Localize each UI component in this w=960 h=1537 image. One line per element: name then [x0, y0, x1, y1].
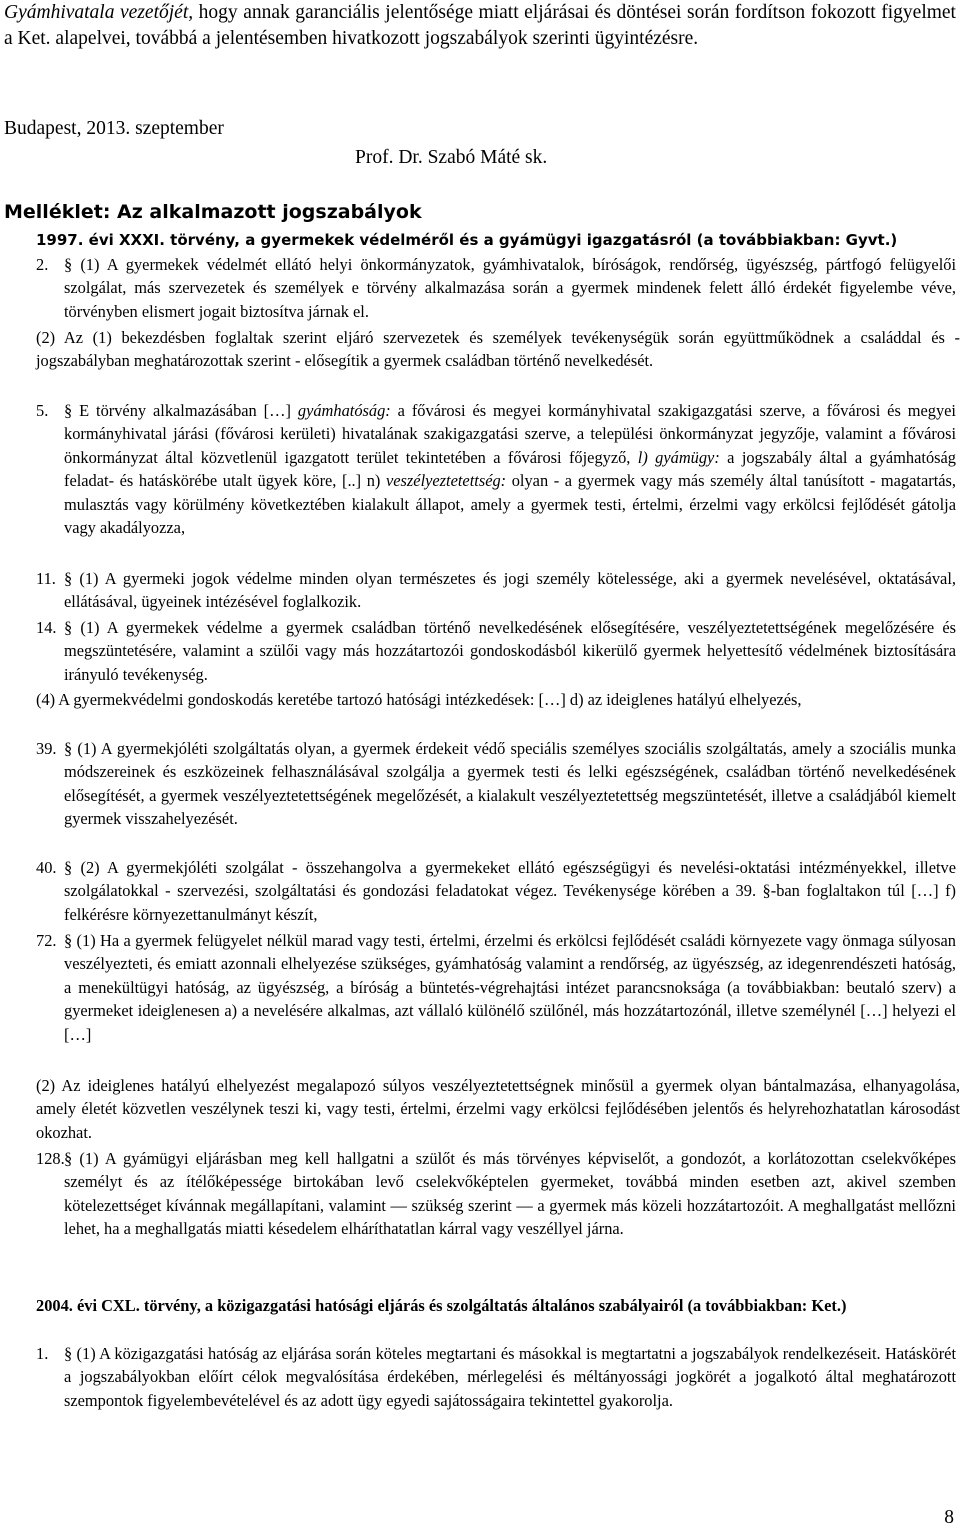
intro-rest: hogy annak garanciális jelentősége miatt eljárásai és döntései során fordítson fokozott figyelmet a Ket. alapelvei, továbbá a jelentésemben hivatkozott jogszabályok szerinti ügyintézésre. — [4, 2, 956, 49]
signer-name: Prof. Dr. Szabó Máté sk. — [355, 147, 548, 168]
gyvt-s2-p1: § (1) A gyermekek védelmét ellátó helyi önkormányzatok, gyámhivatalok, bíróságok, rendőrség, ügyészség, pártfogó felügyelői szolgálat, más szervezetek és személyek e törvény alkalmazása során a gyermek mindenek felett álló érdekét figyelembe véve, törvényben elismert jogait biztosítva járnak el. — [64, 255, 956, 321]
section-number: 14. — [36, 618, 57, 637]
section-number: 72. — [36, 931, 57, 950]
gyvt-s128: § (1) A gyámügyi eljárásban meg kell hallgatni a szülőt és más törvényes képviselőt, a gondozót, a korlátozottan cselekvőképes személyt és az ítélőképessége birtokában levő cselekvőképtelen gyermeket, továbbá minden esetben azt, akivel szemben kötelezettséget kívánnak megállapítani, valamint — szükség szerint — a gyermek más közeli hozzátartozóit. A meghallgatást mellőzni lehet, ha a meghallgatás miatti késedelem elháríthatatlan kárral vagy veszéllyel járna. — [64, 1149, 956, 1239]
gyvt-s72-p1: § (1) Ha a gyermek felügyelet nélkül marad vagy testi, értelmi, érzelmi és erkölcsi fejlődését családi környezete vagy önmaga súlyosan veszélyezteti, és emiatt azonnali elhelyezése szükséges, gyámhatóság valamint a rendőrség, az ügyészség, az idegenrendészeti hatóság, a menekültügyi hatóság, az ügyészség, a bíróság a büntetés-végrehajtási intézet parancsnoksága (a továbbiakban: beutaló szerv) a gyermeket ideiglenesen a) a nevelésére alkalmas, azt vállaló különélő szülőnél, más hozzátartozónál, illetve személynél […] helyezi el […] — [64, 931, 956, 1044]
gyvt-s5: § E törvény alkalmazásában […] gyámhatóság: a fővárosi és megyei kormányhivatal szakigazgatási szerve, a fővárosi és megyei kormányhivatal járási (fővárosi kerületi) hivatalának szakigazgatási szerve, a települési önkormányzat jegyzője, valamint a fővárosi önkormányzat által közvetlenül igazgatott terület tekintetében a fővárosi főjegyző, l) gyámügy: a jogszabály által a gyámhatóság feladat- és hatáskörébe utalt ügyek köre, [..] n) veszélyeztetettség: olyan - a gyermek vagy más személy által tanúsított - magatartás, mulasztás vagy körülmény következtében kialakult állapot, amely a gyermek testi, értelmi, érzelmi vagy erkölcsi fejlődését gátolja vagy akadályozza, — [64, 401, 956, 538]
gyvt-s14-p4: (4) A gyermekvédelmi gondoskodás keretébe tartozó hatósági intézkedések: […] d) az ideiglenes hatályú elhelyezés, — [36, 690, 802, 709]
section-number: 128. — [36, 1149, 65, 1168]
intro-lead: Gyámhivatala vezetőjét, — [4, 2, 194, 23]
gyvt-title: 1997. évi XXXI. törvény, a gyermekek védelméről és a gyámügyi igazgatásról (a továbbiakban: Gyvt.) — [36, 231, 898, 249]
section-number: 1. — [36, 1344, 49, 1363]
gyvt-s11: § (1) A gyermeki jogok védelme minden olyan természetes és jogi személy kötelessége, aki a gyermek nevelésével, oktatásával, ellátásával, ügyeinek intézésével foglalkozik. — [64, 569, 956, 612]
gyvt-s40: § (2) A gyermekjóléti szolgálat - összehangolva a gyermekeket ellátó egészségügyi és nevelési-oktatási intézményekkel, illetve szolgálatokkal - szervezési, szolgáltatási és gondozási feladatokat végez. Tevékenysége körében a 39. §-ban foglaltakon túl […] f) felkérésre környezettanulmányt készít, — [64, 858, 956, 924]
annex-title: Melléklet: Az alkalmazott jogszabályok — [4, 201, 422, 223]
section-number: 5. — [36, 401, 49, 420]
gyvt-s14-p1: § (1) A gyermekek védelme a gyermek családban történő nevelkedésének elősegítésére, veszélyeztetettségének megelőzésére és megszüntetésére, valamint a szülői vagy más hozzátartozói gondoskodásból kikerülő gyermek helyettesítő védelmének biztosítására irányuló tevékenység. — [64, 618, 956, 684]
page-number: 8 — [944, 1507, 954, 1528]
section-number: 39. — [36, 739, 57, 758]
section-number: 2. — [36, 255, 49, 274]
ket-s1: § (1) A közigazgatási hatóság az eljárása során köteles megtartani és másokkal is megtartatni a jogszabályok rendelkezéseit. Hatáskörét a jogszabályokban előírt célok megvalósítása érdekében, mérlegelési és méltányossági jogkörét a jogalkotó által meghatározott szempontok figyelembevételével és az adott ügy egyedi sajátosságaira tekintettel gyakorolja. — [64, 1344, 956, 1410]
section-number: 40. — [36, 858, 57, 877]
intro-paragraph — [4, 0, 956, 52]
gyvt-s39: § (1) A gyermekjóléti szolgáltatás olyan, a gyermek érdekeit védő speciális személyes szociális szolgáltatás, amely a szociális munka módszereinek és eszközeinek felhasználásával szolgálja a gyermek testi és lelki egészségének, családban történő nevelkedésének elősegítését, a gyermek veszélyeztetettségének megelőzését, a kialakult veszélyeztetettség megszüntetését, illetve a családjából kiemelt gyermek visszahelyezését. — [64, 739, 956, 829]
section-number: 11. — [36, 569, 56, 588]
gyvt-s2-p2: (2) Az (1) bekezdésben foglaltak szerint eljáró szervezetek és személyek tevékenységük során együttműködnek a családdal és - jogszabályban meghatározottak szerint - elősegítik a gyermek családban történő nevelkedését. — [36, 328, 960, 371]
gyvt-s72-p2: (2) Az ideiglenes hatályú elhelyezést megalapozó súlyos veszélyeztetettségnek minősül a gyermek olyan bántalmazása, elhanyagolása, amely életét közvetlen veszélynek teszi ki, vagy testi, értelmi, érzelmi vagy erkölcsi fejlődésében jelentős és helyrehozhatatlan károsodást okozhat. — [36, 1076, 960, 1142]
place-date: Budapest, 2013. szeptember — [4, 118, 224, 139]
ket-title: 2004. évi CXL. törvény, a közigazgatási hatósági eljárás és szolgáltatás általános szabályairól (a továbbiakban: Ket.) — [36, 1296, 847, 1315]
